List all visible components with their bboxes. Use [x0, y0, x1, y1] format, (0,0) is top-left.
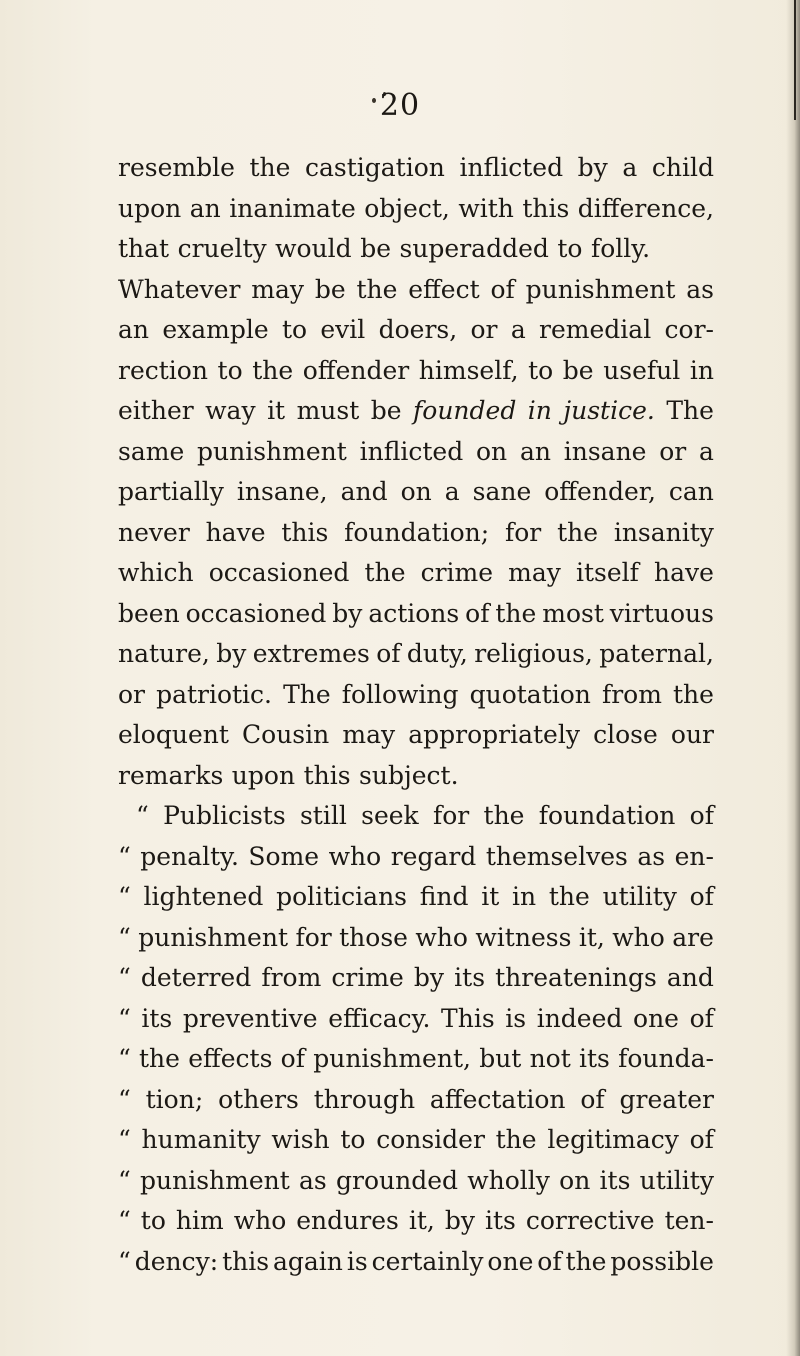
text-line: “ punishment as grounded wholly on its utility — [118, 1165, 714, 1195]
text-line: “ lightened politicians find it in the utility of — [118, 882, 714, 911]
text-line: “ humanity wish to consider the legitimacy of — [118, 1125, 714, 1154]
text-line: “ to him who endures it, by its corrective ten- — [118, 1206, 714, 1235]
text-line: remarks upon this subject. — [118, 760, 459, 790]
text-line: “ its preventive efficacy. This is indeed one of — [118, 1003, 714, 1033]
text-line: eloquent Cousin may appropriately close our — [118, 720, 714, 749]
text-line: resemble the castigation inflicted by a child — [118, 153, 714, 182]
text-line: which occasioned the crime may itself have — [118, 558, 714, 587]
text-line: partially insane, and on a sane offender, can — [118, 477, 714, 506]
text-line: or patriotic. The following quotation from the — [118, 679, 714, 709]
text-line: same punishment inflicted on an insane or a — [118, 436, 714, 466]
text-line: upon an inanimate object, with this difference, — [118, 193, 714, 223]
text-line: been occasioned by actions of the most virtuous — [118, 598, 714, 628]
page-edge-line — [794, 0, 796, 120]
text-line: Whatever may be the effect of punishment as — [118, 274, 714, 304]
text-line: never have this foundation; for the insanity — [118, 517, 714, 547]
text-line: an example to evil doers, or a remedial cor- — [118, 315, 714, 344]
page-number: 20 — [379, 88, 421, 123]
text-line: that cruelty would be superadded to folly. — [118, 234, 651, 263]
text-line: either way it must be founded in justice. The — [118, 396, 714, 425]
text-line: rection to the offender himself, to be useful in — [118, 355, 714, 385]
text-line: “ penalty. Some who regard themselves as en- — [118, 841, 714, 871]
text-line: “ punishment for those who witness it, who are — [118, 922, 714, 952]
page-edge-shadow — [786, 0, 800, 1356]
text-line: “ dency: this again is certainly one of the possible — [118, 1246, 714, 1276]
text-line: “ Publicists still seek for the foundation of — [136, 801, 714, 830]
text-line: “ the effects of punishment, but not its founda- — [118, 1044, 714, 1073]
text-line: nature, by extremes of duty, religious, paternal, — [118, 639, 714, 668]
text-line: “ deterred from crime by its threatenings and — [118, 963, 714, 992]
text-line: “ tion; others through affectation of greater — [118, 1084, 714, 1114]
body-text — [118, 148, 714, 1282]
